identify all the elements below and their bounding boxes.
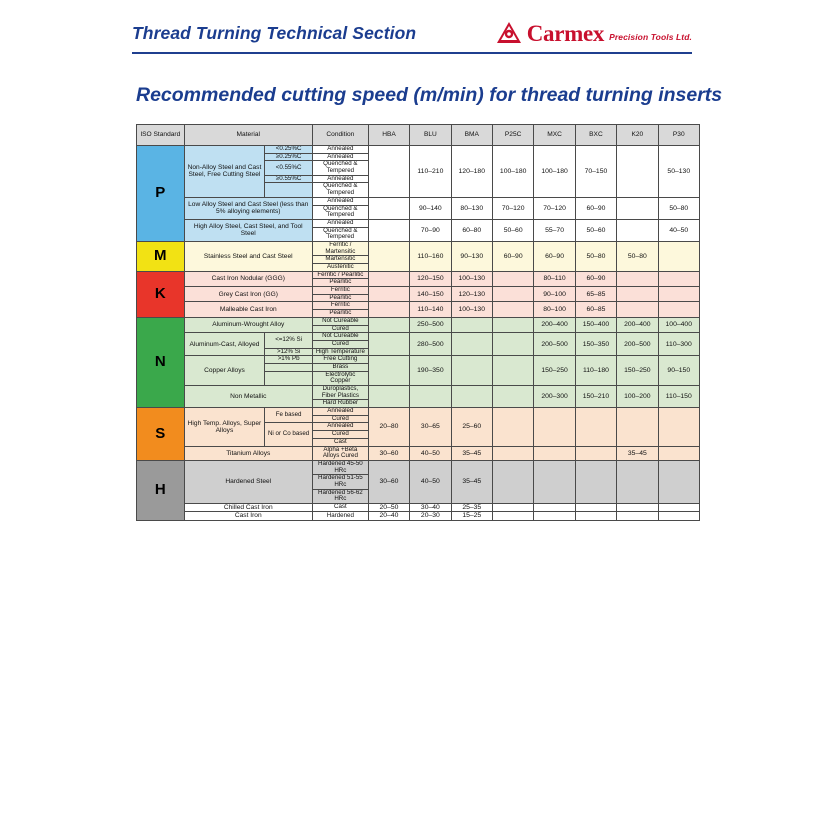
value-p30	[658, 512, 699, 520]
value-p30	[658, 460, 699, 503]
value-mxc: 90–100	[534, 287, 575, 302]
group-label-m: M	[137, 241, 185, 271]
group-label-h: H	[137, 460, 185, 520]
value-k20	[617, 219, 658, 241]
brand-name: Carmex	[526, 21, 605, 47]
value-p30	[658, 302, 699, 317]
value-hba	[368, 333, 409, 356]
cutting-speed-table-wrap	[136, 124, 700, 521]
section-title: Recommended cutting speed (m/min) for thread turning inserts	[136, 84, 723, 106]
value-mxc: 80–100	[534, 302, 575, 317]
material-name: Hardened Steel	[184, 460, 312, 503]
header-condition: Condition	[312, 125, 368, 146]
value-p30: 40–50	[658, 219, 699, 241]
material-subtype: <=12% Si	[265, 333, 313, 348]
value-bxc: 50–80	[575, 241, 616, 271]
value-k20: 100–200	[617, 386, 658, 408]
header-bma: BMA	[451, 125, 492, 146]
value-hba: 30–60	[368, 446, 409, 460]
value-bxc	[575, 512, 616, 520]
table-row	[137, 241, 700, 255]
condition-cell: Annealed	[312, 408, 368, 416]
value-blu: 190–350	[410, 356, 451, 386]
value-bxc: 60–90	[575, 271, 616, 286]
value-bma: 100–130	[451, 302, 492, 317]
value-k20	[617, 408, 658, 446]
material-name: Stainless Steel and Cast Steel	[184, 241, 312, 271]
brand-subtitle: Precision Tools Ltd.	[609, 32, 692, 42]
value-k20: 200–400	[617, 317, 658, 332]
value-bxc	[575, 446, 616, 460]
value-p25c	[492, 302, 533, 317]
value-mxc: 80–110	[534, 271, 575, 286]
condition-cell: Cast	[312, 504, 368, 512]
condition-cell: Cured	[312, 415, 368, 423]
value-mxc	[534, 446, 575, 460]
value-blu: 40–50	[410, 446, 451, 460]
cutting-speed-table	[136, 124, 700, 521]
value-hba	[368, 317, 409, 332]
condition-cell: Hardened 45-50 HRc	[312, 460, 368, 474]
value-hba	[368, 302, 409, 317]
table-row	[137, 512, 700, 520]
value-mxc: 200–300	[534, 386, 575, 408]
value-k20	[617, 271, 658, 286]
value-bma: 100–130	[451, 271, 492, 286]
value-bxc: 150–350	[575, 333, 616, 356]
value-mxc: 55–70	[534, 219, 575, 241]
value-p25c	[492, 271, 533, 286]
material-name: Grey Cast Iron (GG)	[184, 287, 312, 302]
value-k20	[617, 197, 658, 219]
material-name: Non-Alloy Steel and Cast Steel, Free Cutting Steel	[184, 146, 265, 198]
value-p25c	[492, 333, 533, 356]
value-bxc	[575, 504, 616, 512]
value-blu	[410, 386, 451, 408]
value-blu: 40–50	[410, 460, 451, 503]
value-mxc	[534, 504, 575, 512]
value-p30: 90–150	[658, 356, 699, 386]
value-blu: 110–210	[410, 146, 451, 198]
value-p30	[658, 287, 699, 302]
material-subtype: >1% Pb	[265, 356, 313, 364]
value-blu: 120–150	[410, 271, 451, 286]
material-subtype: ≥0.55%C	[265, 175, 313, 183]
condition-cell: Ferritic / Martensitic	[312, 241, 368, 255]
value-p30	[658, 241, 699, 271]
value-hba: 20–80	[368, 408, 409, 446]
header-p30: P30	[658, 125, 699, 146]
value-bma	[451, 317, 492, 332]
table-row	[137, 504, 700, 512]
material-name: High Temp. Alloys, Super Alloys	[184, 408, 265, 446]
value-hba	[368, 146, 409, 198]
value-hba: 20–40	[368, 512, 409, 520]
value-p30: 50–80	[658, 197, 699, 219]
condition-cell: Not Cureable	[312, 333, 368, 341]
material-name: Malleable Cast Iron	[184, 302, 312, 317]
value-p25c: 50–60	[492, 219, 533, 241]
value-hba: 30–60	[368, 460, 409, 503]
value-bma: 35–45	[451, 460, 492, 503]
value-mxc: 200–500	[534, 333, 575, 356]
table-row	[137, 386, 700, 400]
condition-cell: Annealed	[312, 175, 368, 183]
material-name: High Alloy Steel, Cast Steel, and Tool Steel	[184, 219, 312, 241]
value-hba	[368, 271, 409, 286]
header-mxc: MXC	[534, 125, 575, 146]
value-blu: 110–140	[410, 302, 451, 317]
material-subtype: <0.25%C	[265, 146, 313, 154]
material-name: Cast Iron	[184, 512, 312, 520]
condition-cell: Cast	[312, 438, 368, 446]
material-name: Low Alloy Steel and Cast Steel (less than 5% alloying elements)	[184, 197, 312, 219]
table-row	[137, 333, 700, 341]
condition-cell: Cured	[312, 325, 368, 333]
value-bxc: 50–60	[575, 219, 616, 241]
material-subtype: Fe based	[265, 408, 313, 423]
material-subtype: ≥0.25%C	[265, 153, 313, 161]
value-bma: 120–130	[451, 287, 492, 302]
table-row	[137, 197, 700, 205]
value-k20: 35–45	[617, 446, 658, 460]
value-p30: 110–300	[658, 333, 699, 356]
value-p30: 110–150	[658, 386, 699, 408]
condition-cell: Alpha +Beta Alloys Cured	[312, 446, 368, 460]
material-name: Aluminum-Cast, Alloyed	[184, 333, 265, 356]
value-blu: 30–65	[410, 408, 451, 446]
value-bxc: 65–85	[575, 287, 616, 302]
value-p25c	[492, 317, 533, 332]
value-bxc: 60–90	[575, 197, 616, 219]
value-p25c: 100–180	[492, 146, 533, 198]
value-k20: 200–500	[617, 333, 658, 356]
value-k20: 50–80	[617, 241, 658, 271]
condition-cell: Austenitic	[312, 264, 368, 272]
value-mxc: 60–90	[534, 241, 575, 271]
value-hba	[368, 197, 409, 219]
page-title: Thread Turning Technical Section	[132, 22, 417, 43]
condition-cell: Quenched & Tempered	[312, 205, 368, 219]
condition-cell: Pearlitic	[312, 279, 368, 287]
value-mxc	[534, 460, 575, 503]
value-p25c	[492, 460, 533, 503]
material-name: Non Metallic	[184, 386, 312, 408]
condition-cell: Brass	[312, 363, 368, 371]
value-k20	[617, 302, 658, 317]
condition-cell: Ferritic	[312, 287, 368, 295]
value-bxc: 150–210	[575, 386, 616, 408]
condition-cell: Annealed	[312, 197, 368, 205]
value-bma: 15–25	[451, 512, 492, 520]
table-row	[137, 446, 700, 460]
condition-cell: Martensitic	[312, 256, 368, 264]
condition-cell: Hardened 51-55 HRc	[312, 475, 368, 489]
condition-cell: Annealed	[312, 153, 368, 161]
material-name: Copper Alloys	[184, 356, 265, 386]
condition-cell: Hard Rubber	[312, 400, 368, 408]
table-row	[137, 146, 700, 154]
value-mxc: 150–250	[534, 356, 575, 386]
value-bma: 25–35	[451, 504, 492, 512]
value-p25c	[492, 287, 533, 302]
value-mxc: 70–120	[534, 197, 575, 219]
value-k20	[617, 287, 658, 302]
value-blu: 30–40	[410, 504, 451, 512]
condition-cell: Hardened	[312, 512, 368, 520]
value-mxc	[534, 512, 575, 520]
condition-cell: Hardened 56-62 HRc	[312, 489, 368, 503]
value-bma	[451, 386, 492, 408]
table-row	[137, 271, 700, 279]
condition-cell: Free Cutting	[312, 356, 368, 364]
material-subtype	[265, 371, 313, 385]
condition-cell: Cured	[312, 431, 368, 439]
group-label-p: P	[137, 146, 185, 242]
value-hba	[368, 219, 409, 241]
value-p30: 100–400	[658, 317, 699, 332]
material-name: Aluminum-Wrought Alloy	[184, 317, 312, 332]
value-blu: 20–30	[410, 512, 451, 520]
value-blu: 250–500	[410, 317, 451, 332]
value-p25c	[492, 408, 533, 446]
material-name: Cast Iron Nodular (GGG)	[184, 271, 312, 286]
value-blu: 90–140	[410, 197, 451, 219]
value-bma: 60–80	[451, 219, 492, 241]
value-hba	[368, 356, 409, 386]
value-hba	[368, 386, 409, 408]
material-subtype	[265, 363, 313, 371]
material-subtype: <0.55%C	[265, 161, 313, 175]
table-row	[137, 408, 700, 416]
header-bxc: BXC	[575, 125, 616, 146]
value-bma: 120–180	[451, 146, 492, 198]
header-hba: HBA	[368, 125, 409, 146]
condition-cell: Duroplastics, Fiber Plastics	[312, 386, 368, 400]
header-k20: K20	[617, 125, 658, 146]
condition-cell: Electrolytic Copper	[312, 371, 368, 385]
value-bma: 35–45	[451, 446, 492, 460]
page-header	[132, 14, 692, 54]
group-label-s: S	[137, 408, 185, 461]
value-hba: 20–50	[368, 504, 409, 512]
material-subtype: >12% Si	[265, 348, 313, 356]
value-hba	[368, 287, 409, 302]
value-mxc: 100–180	[534, 146, 575, 198]
value-bxc: 150–400	[575, 317, 616, 332]
condition-cell: Ferritic / Pearlitic	[312, 271, 368, 279]
value-hba	[368, 241, 409, 271]
material-subtype: Ni or Co based	[265, 423, 313, 446]
value-bma: 90–130	[451, 241, 492, 271]
table-row	[137, 302, 700, 310]
condition-cell: Not Cureable	[312, 317, 368, 325]
condition-cell: High Temperature	[312, 348, 368, 356]
condition-cell: Quenched & Tempered	[312, 227, 368, 241]
value-p30	[658, 446, 699, 460]
table-row	[137, 287, 700, 295]
value-bxc: 70–150	[575, 146, 616, 198]
value-p30	[658, 408, 699, 446]
carmex-logo-icon	[496, 21, 522, 45]
value-p25c	[492, 504, 533, 512]
material-name: Chilled Cast Iron	[184, 504, 312, 512]
material-name: Titanium Alloys	[184, 446, 312, 460]
header-iso-standard: ISO Standard	[137, 125, 185, 146]
group-label-k: K	[137, 271, 185, 317]
table-row	[137, 356, 700, 364]
brand-logo	[496, 21, 692, 45]
condition-cell: Pearlitic	[312, 294, 368, 302]
table-row	[137, 460, 700, 474]
value-p25c	[492, 386, 533, 408]
value-bma: 25–60	[451, 408, 492, 446]
value-mxc: 200–400	[534, 317, 575, 332]
value-bxc	[575, 408, 616, 446]
value-k20	[617, 146, 658, 198]
group-label-n: N	[137, 317, 185, 407]
value-bxc	[575, 460, 616, 503]
value-k20: 150–250	[617, 356, 658, 386]
condition-cell: Pearlitic	[312, 310, 368, 318]
value-k20	[617, 512, 658, 520]
value-p30	[658, 271, 699, 286]
value-p30: 50–130	[658, 146, 699, 198]
value-p25c: 60–90	[492, 241, 533, 271]
material-subtype	[265, 183, 313, 197]
table-row	[137, 219, 700, 227]
value-blu: 280–500	[410, 333, 451, 356]
condition-cell: Annealed	[312, 146, 368, 154]
value-bma	[451, 356, 492, 386]
value-p25c: 70–120	[492, 197, 533, 219]
condition-cell: Cured	[312, 340, 368, 348]
header-blu: BLU	[410, 125, 451, 146]
value-blu: 70–90	[410, 219, 451, 241]
value-blu: 110–160	[410, 241, 451, 271]
value-p25c	[492, 446, 533, 460]
value-bxc: 110–180	[575, 356, 616, 386]
value-p25c	[492, 512, 533, 520]
value-k20	[617, 460, 658, 503]
condition-cell: Ferritic	[312, 302, 368, 310]
condition-cell: Annealed	[312, 219, 368, 227]
condition-cell: Quenched & Tempered	[312, 161, 368, 175]
value-bma	[451, 333, 492, 356]
condition-cell: Quenched & Tempered	[312, 183, 368, 197]
table-header-row	[137, 125, 700, 146]
table-row	[137, 317, 700, 325]
header-material: Material	[184, 125, 312, 146]
condition-cell: Annealed	[312, 423, 368, 431]
value-p30	[658, 504, 699, 512]
value-k20	[617, 504, 658, 512]
value-bxc: 60–85	[575, 302, 616, 317]
header-p25c: P25C	[492, 125, 533, 146]
value-blu: 140–150	[410, 287, 451, 302]
value-bma: 80–130	[451, 197, 492, 219]
value-mxc	[534, 408, 575, 446]
value-p25c	[492, 356, 533, 386]
